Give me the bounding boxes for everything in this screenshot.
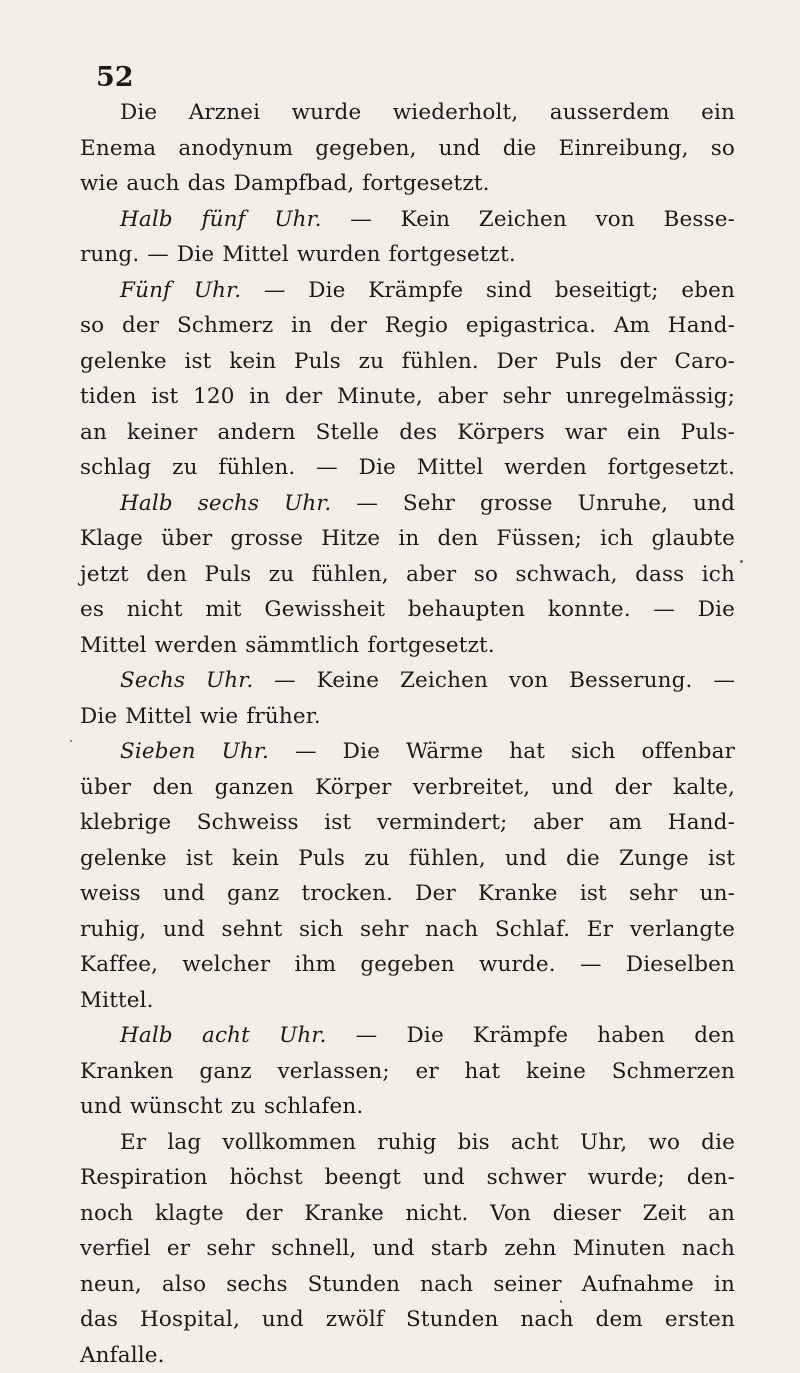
text-line: Mittel werden sämmtlich fortgesetzt.	[80, 628, 735, 664]
text-line: schlag zu fühlen. — Die Mittel werden fortgesetzt.	[80, 450, 735, 486]
text-line: Fünf Uhr. — Die Krämpfe sind beseitigt; eben	[80, 273, 735, 309]
text-line: verfiel er sehr schnell, und starb zehn Minuten nach	[80, 1231, 735, 1267]
text-line: Halb acht Uhr. — Die Krämpfe haben den	[80, 1018, 735, 1054]
text-line: tiden ist 120 in der Minute, aber sehr unregelmässig;	[80, 379, 735, 415]
text-line: Kranken ganz verlassen; er hat keine Schmerzen	[80, 1054, 735, 1090]
text-line: Klage über grosse Hitze in den Füssen; ich glaubte	[80, 521, 735, 557]
text-line: neun, also sechs Stunden nach seiner Aufnahme in	[80, 1267, 735, 1303]
page-number: 52	[96, 62, 134, 93]
text-line: und wünscht zu schlafen.	[80, 1089, 735, 1125]
text-line: wie auch das Dampfbad, fortgesetzt.	[80, 166, 735, 202]
text-line: Enema anodynum gegeben, und die Einreibung, so	[80, 131, 735, 167]
text-line: Respiration höchst beengt und schwer wurde; den-	[80, 1160, 735, 1196]
text-line: Anfalle.	[80, 1338, 735, 1373]
text-line: Die Mittel wie früher.	[80, 699, 735, 735]
text-line: Halb sechs Uhr. — Sehr grosse Unruhe, und	[80, 486, 735, 522]
text-line: ruhig, und sehnt sich sehr nach Schlaf. Er verlangte	[80, 912, 735, 948]
text-line: so der Schmerz in der Regio epigastrica. Am Hand-	[80, 308, 735, 344]
text-line: klebrige Schweiss ist vermindert; aber am Hand-	[80, 805, 735, 841]
text-line: Sieben Uhr. — Die Wärme hat sich offenbar	[80, 734, 735, 770]
text-line: Mittel.	[80, 983, 735, 1019]
text-line: Er lag vollkommen ruhig bis acht Uhr, wo die	[80, 1125, 735, 1161]
text-line: gelenke ist kein Puls zu fühlen. Der Puls der Caro-	[80, 344, 735, 380]
text-line: Halb fünf Uhr. — Kein Zeichen von Besse-	[80, 202, 735, 238]
text-line: Kaffee, welcher ihm gegeben wurde. — Dieselben	[80, 947, 735, 983]
text-line: noch klagte der Kranke nicht. Von dieser Zeit an	[80, 1196, 735, 1232]
text-line: Sechs Uhr. — Keine Zeichen von Besserung. —	[80, 663, 735, 699]
text-line: es nicht mit Gewissheit behaupten konnte. — Die	[80, 592, 735, 628]
paper-speck	[70, 740, 72, 742]
body-text	[80, 95, 735, 1373]
text-line: an keiner andern Stelle des Körpers war ein Puls-	[80, 415, 735, 451]
text-line: weiss und ganz trocken. Der Kranke ist sehr un-	[80, 876, 735, 912]
paper-speck	[560, 1300, 562, 1303]
text-line: Die Arznei wurde wiederholt, ausserdem ein	[80, 95, 735, 131]
text-line: über den ganzen Körper verbreitet, und der kalte,	[80, 770, 735, 806]
text-line: gelenke ist kein Puls zu fühlen, und die Zunge ist	[80, 841, 735, 877]
text-line: das Hospital, und zwölf Stunden nach dem ersten	[80, 1302, 735, 1338]
text-line: jetzt den Puls zu fühlen, aber so schwach, dass ich	[80, 557, 735, 593]
paper-speck	[740, 560, 743, 563]
text-line: rung. — Die Mittel wurden fortgesetzt.	[80, 237, 735, 273]
